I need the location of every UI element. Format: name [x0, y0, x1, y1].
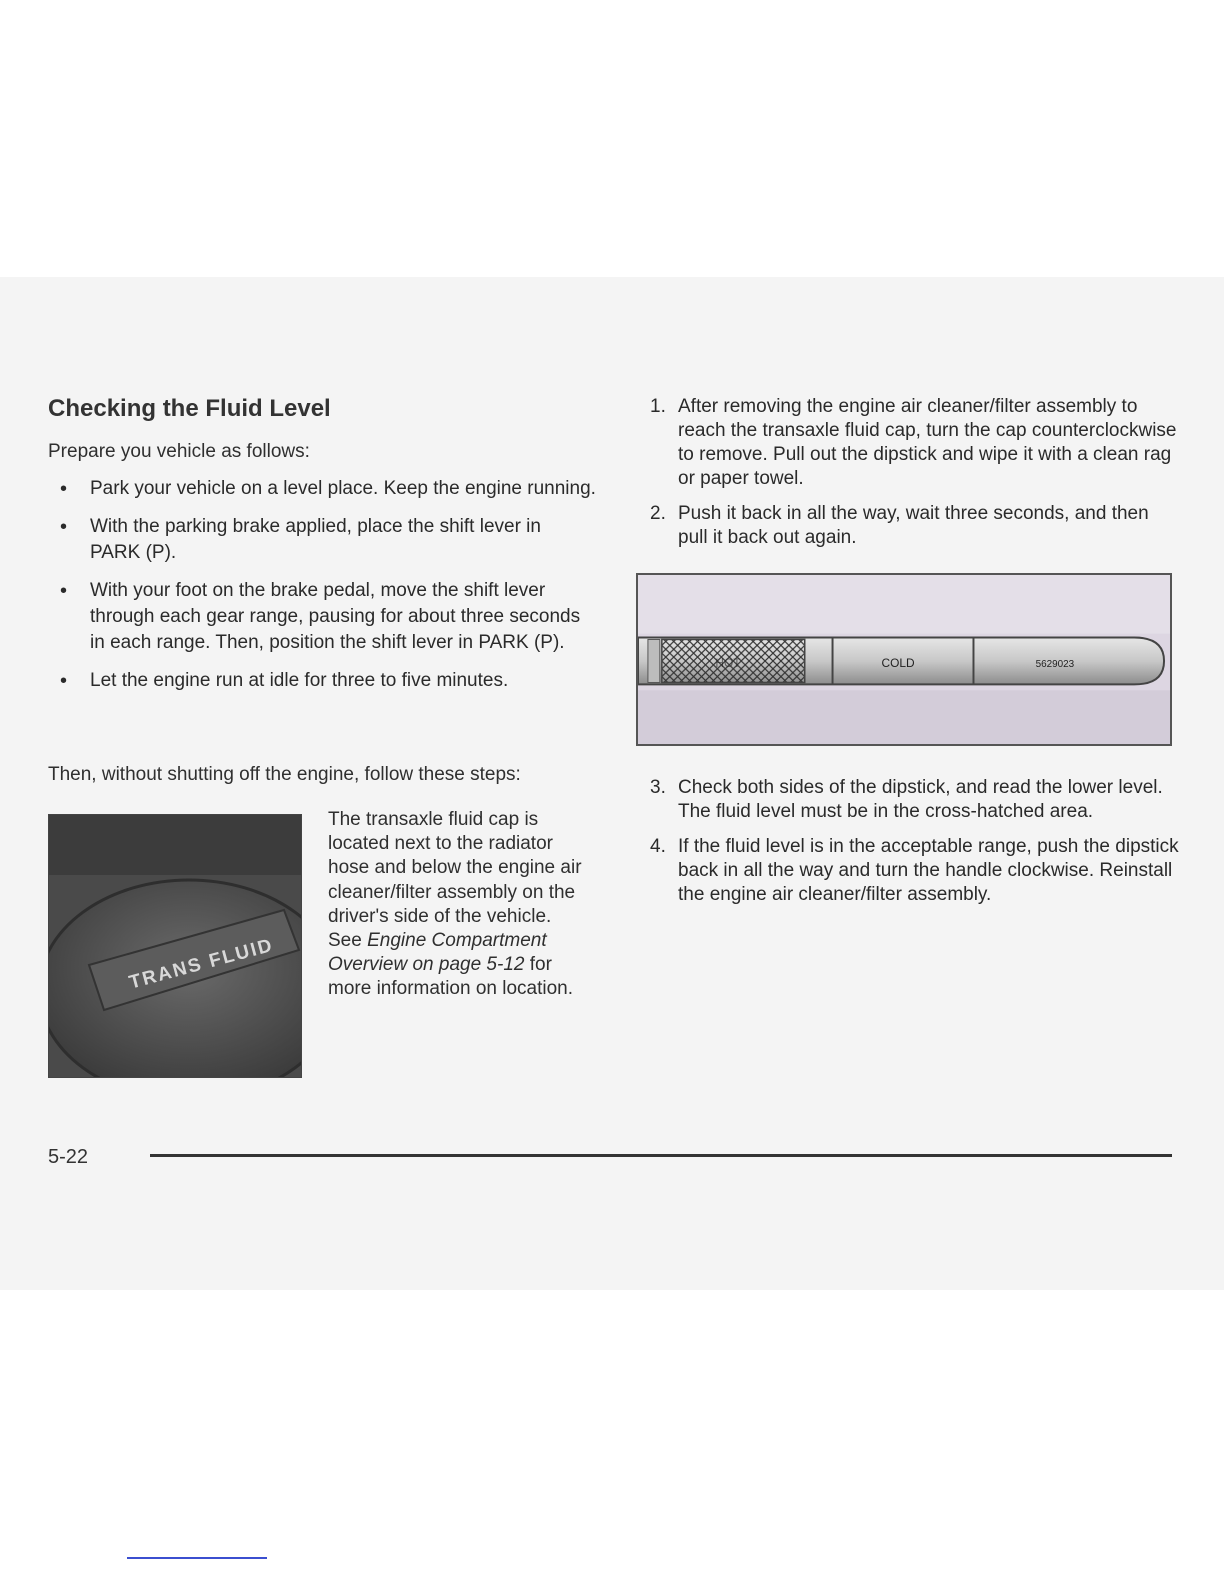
- caption-reference: Engine Compartment Overview on page 5-12: [328, 930, 547, 976]
- step-text: If the fluid level is in the acceptable range, push the dipstick back in all the way and turn the handle clockwise. Reinstall the engine air cleaner/filter assembly.: [678, 836, 1179, 905]
- caption-rest: for more information on location.: [328, 954, 574, 1000]
- step-text: Push it back in all the way, wait three seconds, and then pull it back out again.: [678, 503, 1149, 548]
- part-number: 5629023: [1035, 658, 1075, 670]
- caption-text: The transaxle fluid cap is located next to the radiator hose and below the engine air cleaner/filter assembly on the driver's side of the vehicle.: [328, 809, 582, 927]
- then-text: Then, without shutting off the engine, follow these steps:: [48, 764, 521, 785]
- footer-divider: [150, 1154, 1172, 1157]
- list-item: • Let the engine run at idle for three to five minutes.: [48, 668, 596, 694]
- steps-list-bottom: [640, 776, 1180, 918]
- fluid-cap-photo: [48, 814, 302, 1078]
- step-number: 3.: [650, 777, 666, 798]
- cap-label: TRANS FLUID: [126, 934, 276, 994]
- steps-list-top: [640, 395, 1180, 561]
- list-item: • Park your vehicle on a level place. Keep the engine running.: [48, 476, 596, 502]
- hot-label: HOT: [715, 655, 741, 670]
- list-item: • With your foot on the brake pedal, move the shift lever through each gear range, pausing for about three seconds in each range. Then, position the shift lever in PARK (P).: [48, 578, 596, 656]
- photo-caption: [328, 808, 598, 1002]
- list-item: [640, 776, 1180, 824]
- page-number: 5-22: [48, 1146, 89, 1168]
- bottom-divider: [127, 1557, 267, 1559]
- list-item: [640, 395, 1180, 491]
- preparation-list: [48, 476, 596, 706]
- step-number: 4.: [650, 836, 666, 857]
- list-item: [640, 835, 1180, 907]
- step-number: 2.: [650, 503, 666, 524]
- step-number: 1.: [650, 396, 666, 417]
- caption-see: See: [328, 930, 368, 952]
- dipstick-illustration: [636, 573, 1172, 746]
- intro-text: Prepare you vehicle as follows:: [48, 441, 310, 462]
- step-text: After removing the engine air cleaner/filter assembly to reach the transaxle fluid cap, turn the cap counterclockwise to remove. Pull out the dipstick and wipe it with a clean rag or paper towel.: [678, 396, 1177, 489]
- list-item: [640, 502, 1180, 550]
- cold-label: COLD: [881, 655, 915, 670]
- list-item: • With the parking brake applied, place the shift lever in PARK (P).: [48, 514, 596, 566]
- section-heading: Checking the Fluid Level: [48, 395, 331, 422]
- step-text: Check both sides of the dipstick, and read the lower level. The fluid level must be in the cross-hatched area.: [678, 777, 1163, 822]
